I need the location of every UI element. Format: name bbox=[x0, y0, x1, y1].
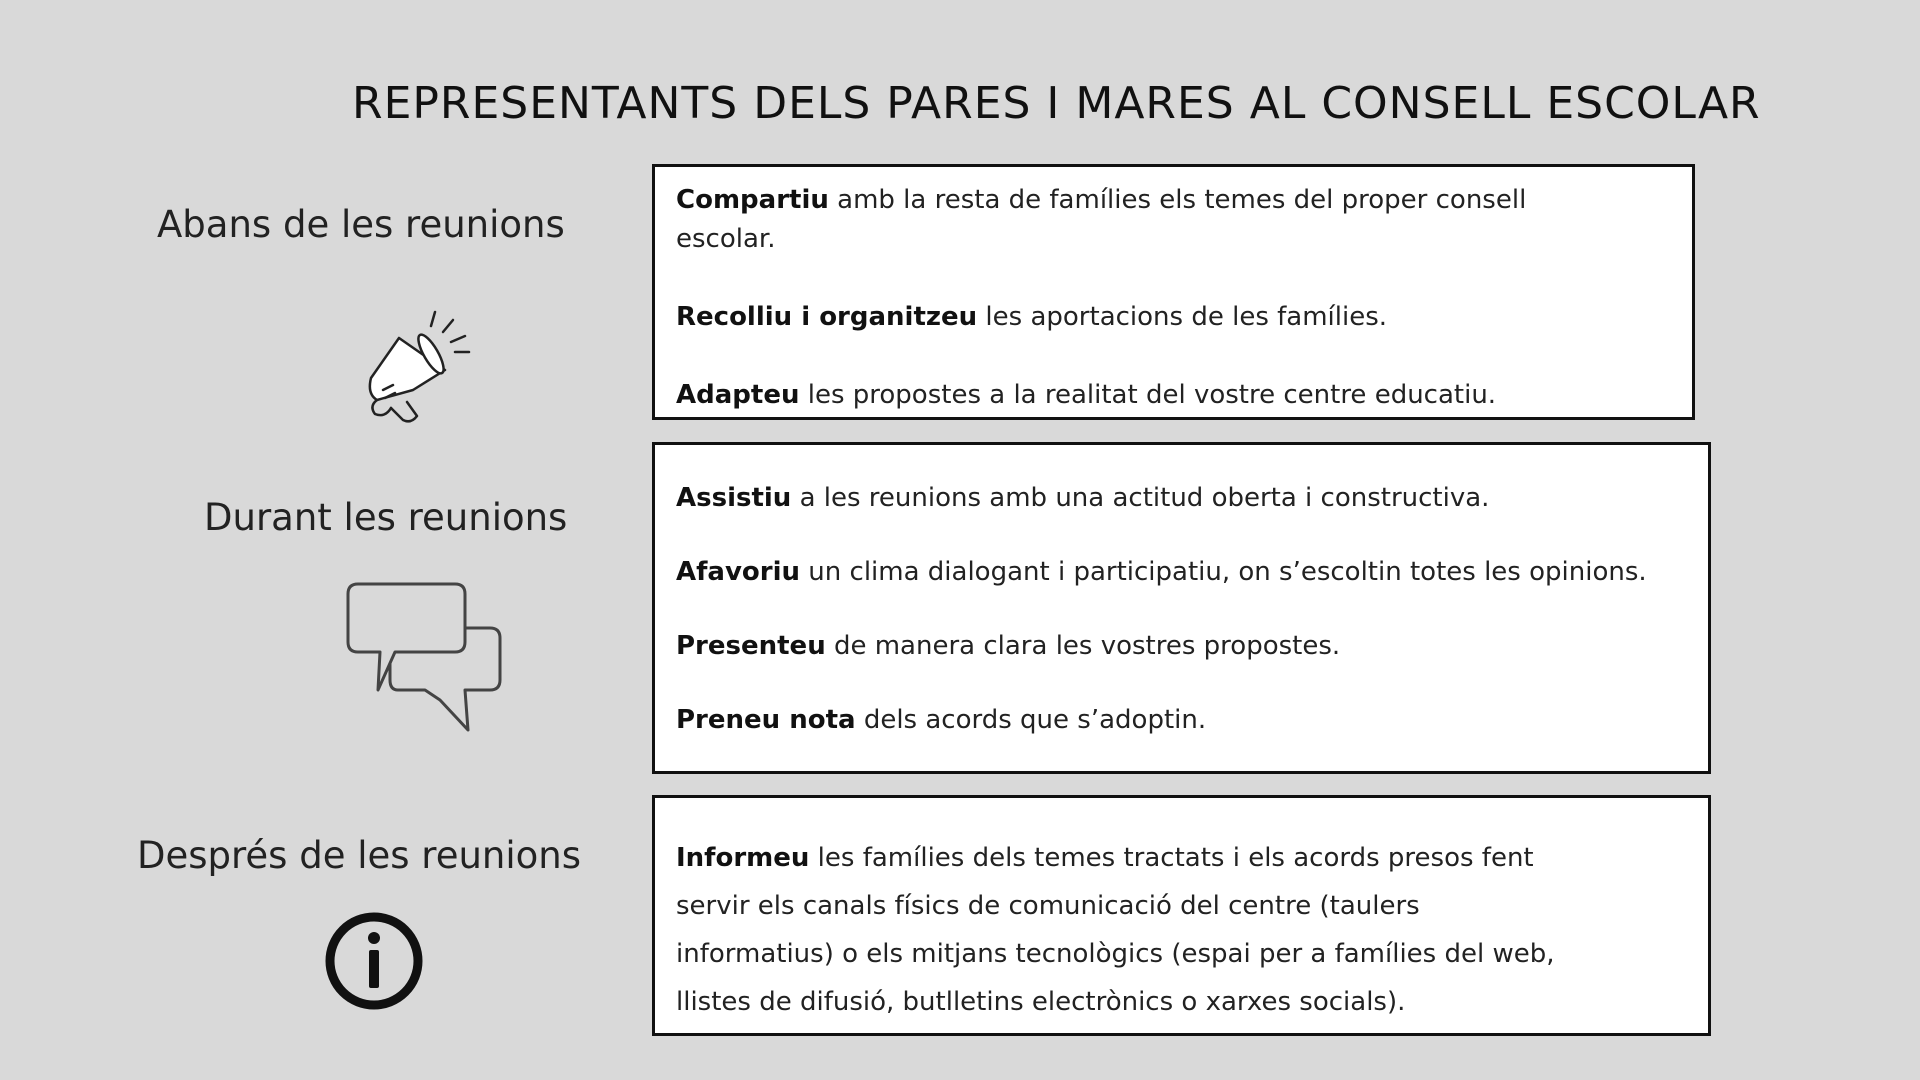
info-icon bbox=[323, 910, 425, 1012]
section-label-before: Abans de les reunions bbox=[157, 203, 565, 246]
page-title: REPRESENTANTS DELS PARES I MARES AL CONSELL ESCOLAR bbox=[352, 78, 1761, 129]
section-label-after: Després de les reunions bbox=[137, 834, 582, 877]
list-item: Adapteu les propostes a la realitat del vostre centre educatiu. bbox=[676, 380, 1497, 410]
list-item: Informeu les famílies dels temes tractats i els acords presos fent servir els canals físics de comunicació del centre (taulers informatius) o els mitjans tecnològics (espai per a famílies del web, llistes de difusió, butlletins electrònics o xarxes socials). bbox=[676, 843, 1555, 1017]
list-item: Afavoriu un clima dialogant i participatiu, on s’escoltin totes les opinions. bbox=[676, 557, 1647, 587]
list-item: Compartiu amb la resta de famílies els temes del proper consell escolar. bbox=[676, 185, 1527, 254]
list-item: Presenteu de manera clara les vostres propostes. bbox=[676, 631, 1341, 661]
megaphone-icon bbox=[365, 298, 480, 423]
section-label-during: Durant les reunions bbox=[204, 496, 568, 539]
list-item: Assistiu a les reunions amb una actitud oberta i constructiva. bbox=[676, 483, 1490, 513]
list-item: Recolliu i organitzeu les aportacions de les famílies. bbox=[676, 302, 1388, 332]
list-item: Preneu nota dels acords que s’adoptin. bbox=[676, 705, 1207, 735]
after-meetings-box bbox=[652, 795, 1711, 1036]
during-meetings-box bbox=[652, 442, 1711, 774]
speech-bubbles-icon bbox=[340, 580, 510, 735]
before-meetings-box bbox=[652, 164, 1695, 420]
